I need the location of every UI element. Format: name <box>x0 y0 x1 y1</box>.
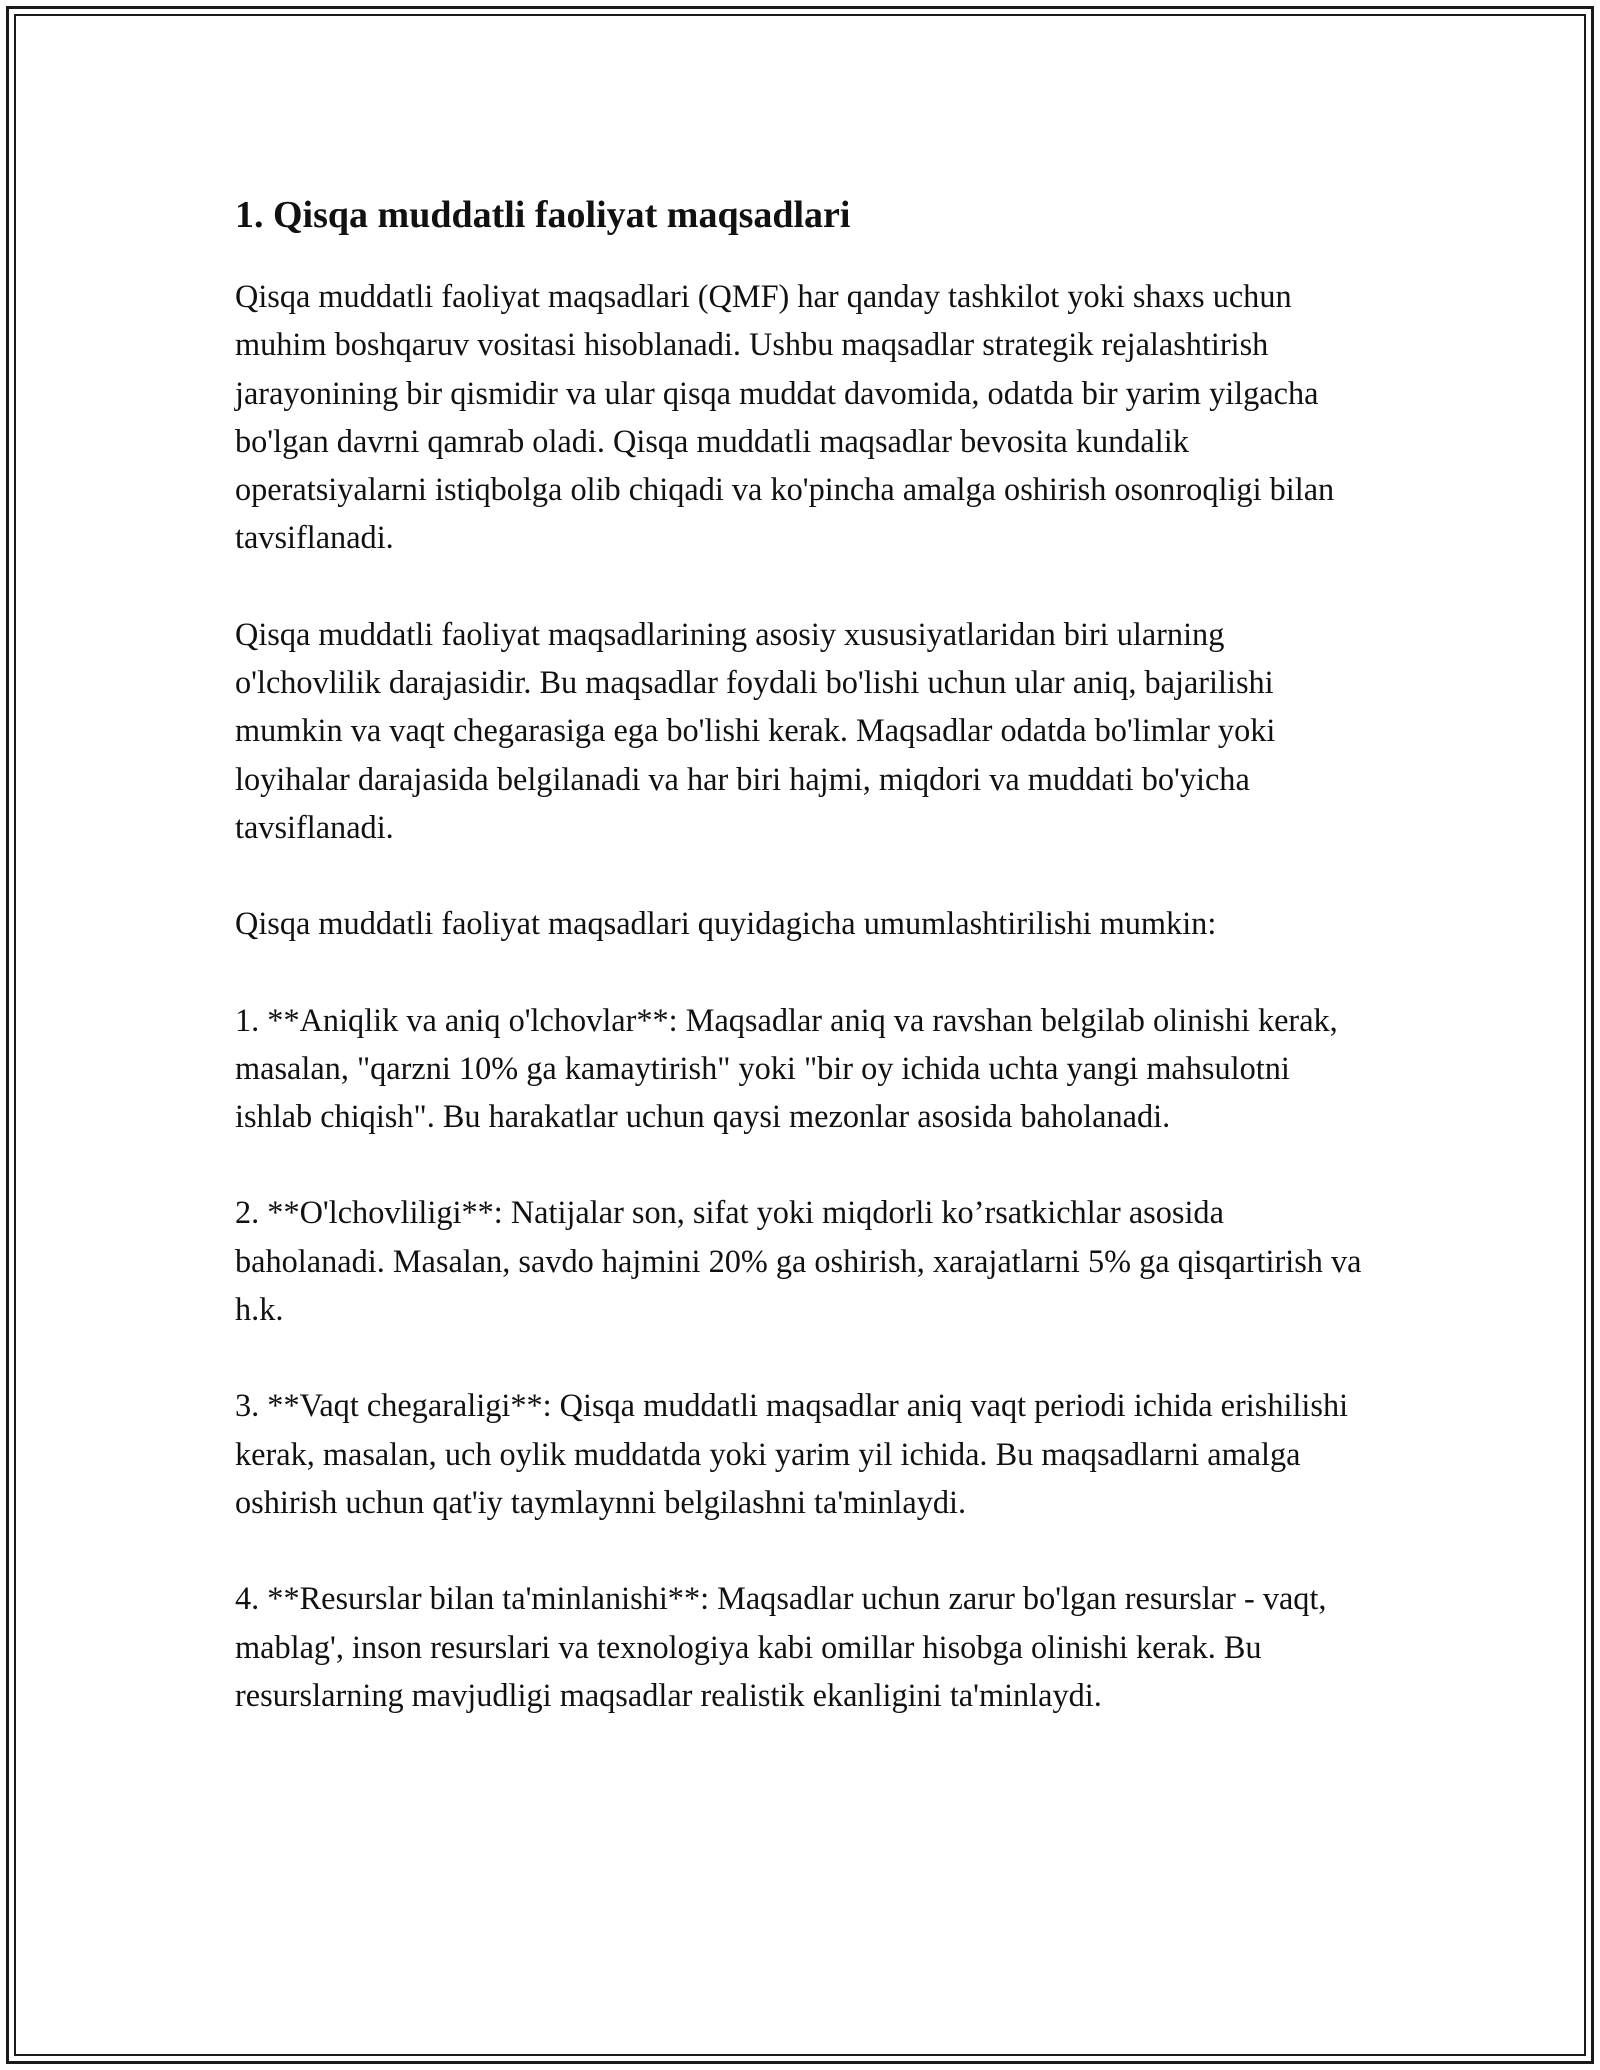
paragraph-characteristics: Qisqa muddatli faoliyat maqsadlarining asosiy xususiyatlaridan biri ularning o'lchovlilik darajasidir. Bu maqsadlar foydali bo'lishi uchun ular aniq, bajarilishi mumkin va vaqt chegarasiga ega bo'lishi kerak. Maqsadlar odatda bo'limlar yoki loyihalar darajasida belgilanadi va har biri hajmi, miqdori va muddati bo'yicha tavsiflanadi. <box>235 615 1276 845</box>
paragraph-summary-lead: Qisqa muddatli faoliyat maqsadlari quyidagicha umumlashtirilishi mumkin: <box>235 905 1217 942</box>
list-item-resources: 4. **Resurslar bilan ta'minlanishi**: Maqsadlar uchun zarur bo'lgan resurslar - vaqt, mablag', inson resurslari va texnologiya kabi omillar hisobga olinishi kerak. Bu resurslarning mavjudligi maqsadlar realistik ekanligini ta'minlaydi. <box>235 1580 1327 1713</box>
paragraph-intro: Qisqa muddatli faoliyat maqsadlari (QMF) har qanday tashkilot yoki shaxs uchun muhim boshqaruv vositasi hisoblanadi. Ushbu maqsadlar strategik rejalashtirish jarayonining bir qismidir va ular qisqa muddat davomida, odatda bir yarim yilgacha bo'lgan davrni qamrab oladi. Qisqa muddatli maqsadlar bevosita kundalik operatsiyalarni istiqbolga olib chiqadi va ko'pincha amalga oshirish osonroqligi bilan tavsiflanadi. <box>235 278 1335 556</box>
list-item-measurability: 2. **O'lchovliligi**: Natijalar son, sifat yoki miqdorli ko’rsatkichlar asosida baholanadi. Masalan, savdo hajmini 20% ga oshirish, xarajatlarni 5% ga qisqartirish va h.k. <box>235 1194 1362 1328</box>
section-heading: 1. Qisqa muddatli faoliyat maqsadlari <box>235 194 851 236</box>
list-item-clarity: 1. **Aniqlik va aniq o'lchovlar**: Maqsadlar aniq va ravshan belgilab olinishi kerak, masalan, "qarzni 10% ga kamaytirish" yoki "bir oy ichida uchta yangi mahsulotni ishlab chiqish". Bu harakatlar uchun qaysi mezonlar asosida baholanadi. <box>235 1001 1338 1135</box>
list-item-time-bound: 3. **Vaqt chegaraligi**: Qisqa muddatli maqsadlar aniq vaqt periodi ichida erishilishi kerak, masalan, uch oylik muddatda yoki yarim yil ichida. Bu maqsadlarni amalga oshirish uchun qat'iy taymlaynni belgilashni ta'minlaydi. <box>235 1387 1349 1520</box>
document-body <box>235 180 1375 1767</box>
